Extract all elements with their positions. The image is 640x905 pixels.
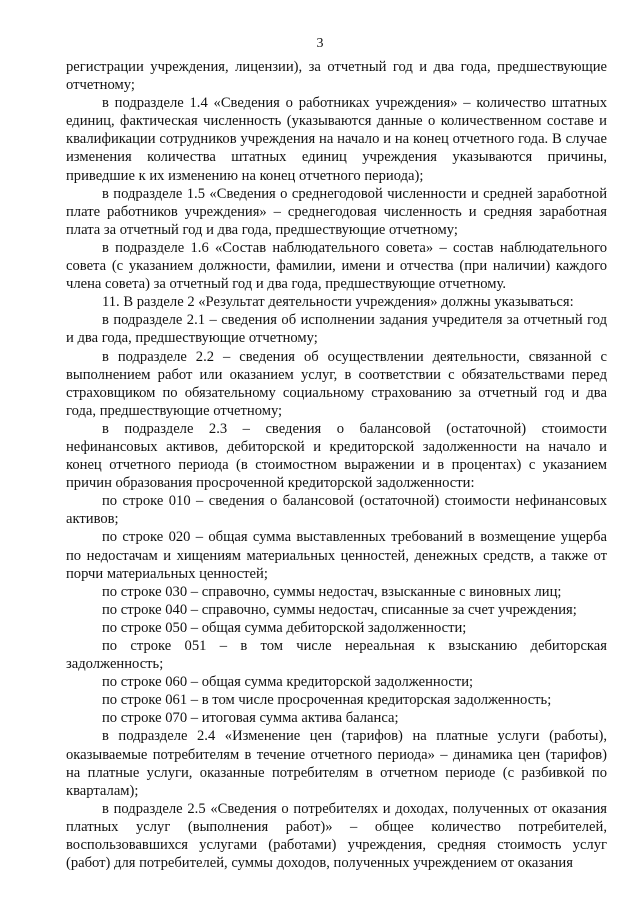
line-item: по строке 061 – в том числе просроченная кредиторская задолженность; <box>102 692 552 709</box>
line-item: по строке 050 – общая сумма дебиторской задолженности; <box>102 619 467 636</box>
line-item: по строке 020 – общая сумма выставленных требований в возмещение ущерба по недостачам и хищениям материальных ценностей, денежных средств, а также от порчи материальных ценностей; <box>66 529 607 582</box>
paragraph: в подразделе 2.2 – сведения об осуществлении деятельности, связанной с выполнением работ или оказанием услуг, в соответствии с обязательствами перед страховщиком по обязательному социальному страхованию за отчетный год и два года, предшествующие отчетному; <box>66 348 607 419</box>
line-item: по строке 040 – справочно, суммы недостач, списанные за счет учреждения; <box>102 601 577 618</box>
line-item: по строке 070 – итоговая сумма актива баланса; <box>102 710 399 727</box>
paragraph: в подразделе 2.4 «Изменение цен (тарифов) на платные услуги (работы), оказываемые потребителям в течение отчетного периода» – динамика цен (тарифов) на платные услуги, оказанные потребителям в отчетном периоде (с разбивкой по кварталам); <box>66 728 607 799</box>
document-body <box>66 58 607 872</box>
section-heading: 11. В разделе 2 «Результат деятельности учреждения» должны указываться: <box>102 294 574 311</box>
paragraph: в подразделе 1.4 «Сведения о работниках учреждения» – количество штатных единиц, фактическая численность (указываются данные о количественном составе и квалификации сотрудников учреждения на начало и на конец отчетного года. В случае изменения количества штатных единиц учреждения указываются причины, приведшие к их изменению на конец отчетного периода); <box>66 95 607 184</box>
line-item: по строке 010 – сведения о балансовой (остаточной) стоимости нефинансовых активов; <box>66 493 607 528</box>
paragraph: в подразделе 2.1 – сведения об исполнении задания учредителя за отчетный год и два года, предшествующие отчетному; <box>66 312 607 347</box>
line-item: по строке 060 – общая сумма кредиторской задолженности; <box>102 674 474 691</box>
paragraph: регистрации учреждения, лицензии), за отчетный год и два года, предшествующие отчетному; <box>66 59 607 94</box>
paragraph: в подразделе 1.6 «Состав наблюдательного совета» – состав наблюдательного совета (с указанием должности, фамилии, имени и отчества (при наличии) каждого члена совета) за отчетный год и два года, предшествующие отчетному. <box>66 239 607 293</box>
paragraph: в подразделе 1.5 «Сведения о среднегодовой численности и средней заработной плате работников учреждения» – среднегодовая численность и средняя заработная плата за отчетный год и два года, предшествующие отчетному; <box>66 185 607 238</box>
page-number: 3 <box>316 36 324 51</box>
line-item: по строке 051 – в том числе нереальная к взысканию дебиторская задолженность; <box>66 638 607 673</box>
paragraph: в подразделе 2.3 – сведения о балансовой (остаточной) стоимости нефинансовых активов, дебиторской и кредиторской задолженности на начало и конец отчетного периода (в стоимостном выражении и в процентах) с указанием причин образования просроченной кредиторской задолженности: <box>66 420 607 492</box>
line-item: по строке 030 – справочно, суммы недостач, взысканные с виновных лиц; <box>102 583 562 600</box>
paragraph: в подразделе 2.5 «Сведения о потребителях и доходах, полученных от оказания платных услуг (выполнения работ)» – общее количество потребителей, воспользовавшихся услугами (работами) учреждения, средняя стоимость услуг (работ) для потребителей, суммы доходов, полученных учреждением от оказания <box>66 800 607 872</box>
